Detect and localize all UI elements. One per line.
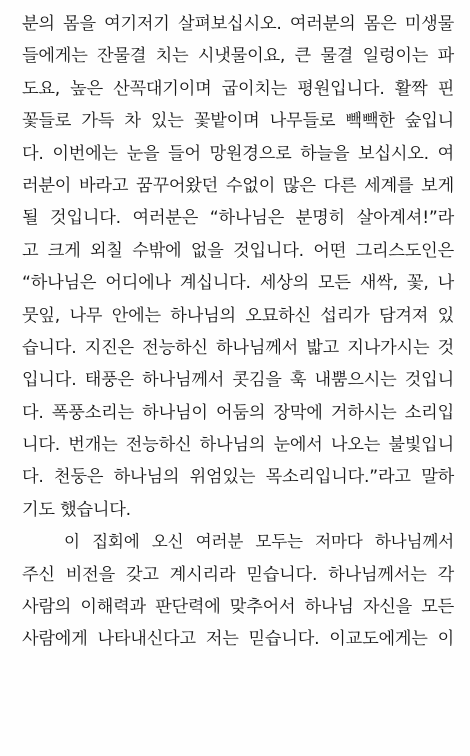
body-text	[22, 8, 454, 656]
text-line: 고 크게 외칠 수밖에 없을 것입니다. 어떤 그리스도인은	[22, 240, 454, 261]
text-line: 러분이 바라고 꿈꾸어왔던 수없이 많은 다른 세계를 보게	[22, 175, 454, 196]
text-line: 니다. 번개는 전능하신 하나님의 눈에서 나오는 불빛입니	[22, 435, 454, 456]
text-line: 습니다. 지진은 전능하신 하나님께서 밟고 지나가시는 것	[22, 337, 454, 358]
text-line: 뭇잎, 나무 안에는 하나님의 오묘하신 섭리가 담겨져 있	[22, 305, 454, 326]
text-line: 들에게는 잔물결 치는 시냇물이요, 큰 물결 일렁이는 파	[22, 46, 454, 67]
paragraph-end-line: 기도 했습니다.	[22, 499, 131, 520]
text-line: 다. 폭풍소리는 하나님이 어둠의 장막에 거하시는 소리입	[22, 402, 454, 423]
text-line: 분의 몸을 여기저기 살펴보십시오. 여러분의 몸은 미생물	[22, 14, 454, 34]
text-line: “하나님은 어디에나 계십니다. 세상의 모든 새싹, 꽃, 나	[22, 273, 454, 294]
text-line: 다. 이번에는 눈을 들어 망원경으로 하늘을 보십시오. 여	[22, 143, 454, 164]
text-line: 다. 천둥은 하나님의 위엄있는 목소리입니다.”라고 말하	[22, 467, 454, 488]
text-line: 입니다. 태풍은 하나님께서 콧김을 훅 내뿜으시는 것입니	[22, 370, 454, 391]
text-line: 될 것입니다. 여러분은 “하나님은 분명히 살아계셔!”라	[22, 208, 454, 229]
text-line: 사람에게 나타내신다고 저는 믿습니다. 이교도에게는 이	[22, 629, 454, 650]
text-line: 꽃들로 가득 차 있는 꽃밭이며 나무들로 빽빽한 숲입니	[22, 111, 454, 132]
text-line: 도요, 높은 산꼭대기이며 굽이치는 평원입니다. 활짝 핀	[22, 78, 454, 99]
paragraph-start-line: 이 집회에 오신 여러분 모두는 저마다 하나님께서	[64, 532, 454, 552]
text-line: 사람의 이해력과 판단력에 맞추어서 하나님 자신을 모든	[22, 597, 454, 618]
text-line: 주신 비전을 갖고 계시리라 믿습니다. 하나님께서는 각	[22, 564, 454, 585]
